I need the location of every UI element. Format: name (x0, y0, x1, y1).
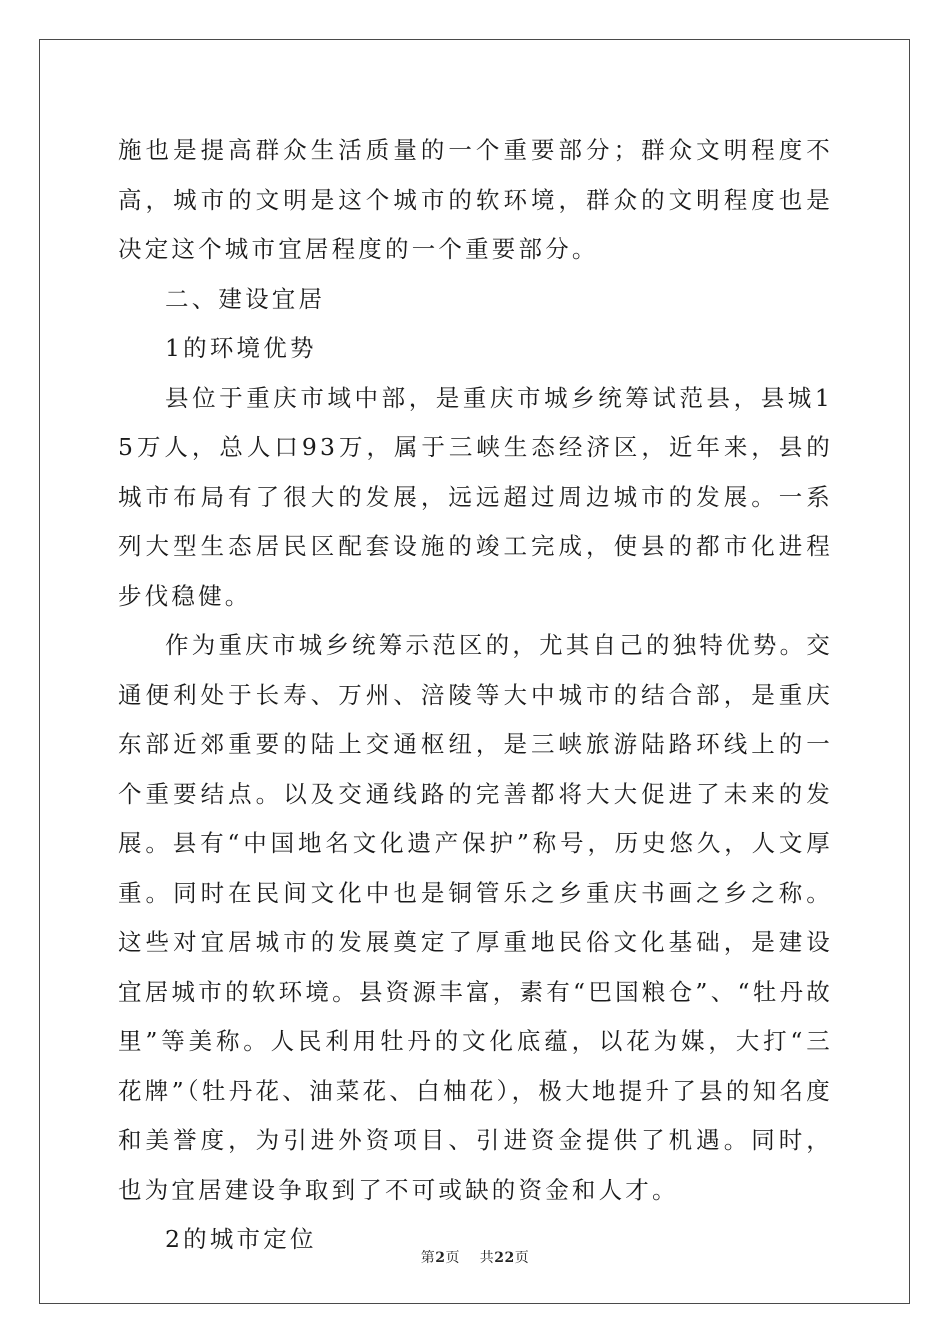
page-footer (0, 1247, 950, 1267)
document-body (118, 126, 833, 1265)
paragraph: 作为重庆市城乡统筹示范区的，尤其自己的独特优势。交通便利处于长寿、万州、涪陵等大中城市的结合部，是重庆东部近郊重要的陆上交通枢纽，是三峡旅游陆路环线上的一个重要结点。以及交通线路的完善都将大大促进了未来的发展。县有“中国地名文化遗产保护”称号，历史悠久，人文厚重。同时在民间文化中也是铜管乐之乡重庆书画之乡之称。这些对宜居城市的发展奠定了厚重地民俗文化基础，是建设宜居城市的软环境。县资源丰富，素有“巴国粮仓”、“牡丹故里”等美称。人民利用牡丹的文化底蕴，以花为媒，大打“三花牌”（牡丹花、油菜花、白柚花），极大地提升了县的知名度和美誉度，为引进外资项目、引进资金提供了机遇。同时，也为宜居建设争取到了不可或缺的资金和人才。 (118, 631, 833, 1204)
subsection-heading: 2的城市定位 (165, 1225, 317, 1253)
subsection-heading: 1的环境优势 (165, 334, 317, 362)
paragraph: 施也是提高群众生活质量的一个重要部分；群众文明程度不高，城市的文明是这个城市的软环境，群众的文明程度也是决定这个城市宜居程度的一个重要部分。 (118, 136, 833, 263)
page-number-label: 第2页 (420, 1250, 460, 1266)
paragraph: 县位于重庆市域中部，是重庆市城乡统筹试范县，县城15万人，总人口93万，属于三峡生态经济区，近年来，县的城市布局有了很大的发展，远远超过周边城市的发展。一系列大型生态居民区配套设施的竣工完成，使县的都市化进程步伐稳健。 (118, 383, 833, 610)
total-pages-label: 共22页 (479, 1250, 530, 1266)
section-heading: 二、建设宜居 (165, 284, 326, 313)
